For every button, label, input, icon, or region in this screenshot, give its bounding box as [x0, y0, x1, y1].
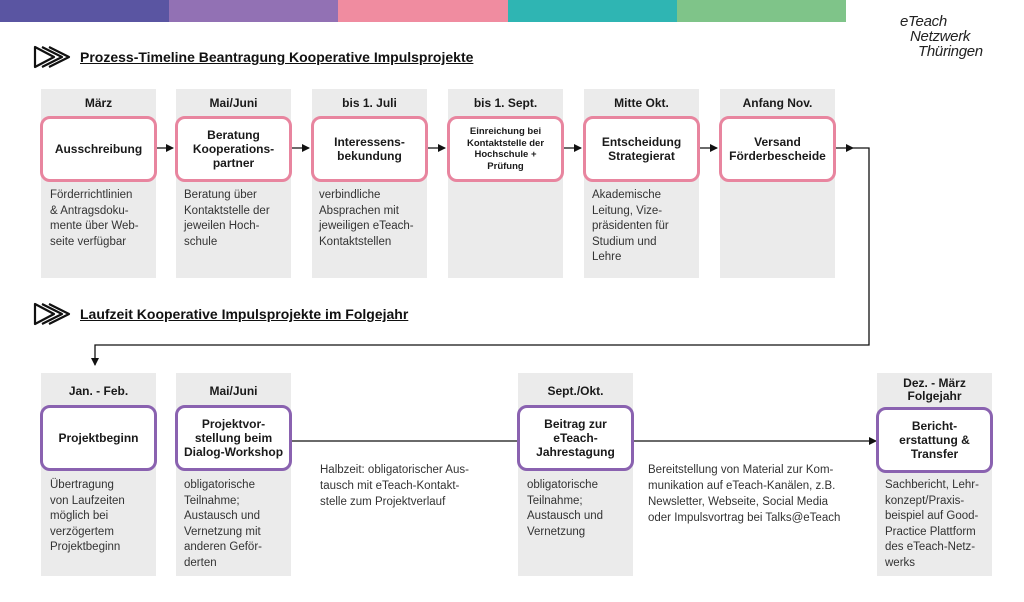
- step-period: März: [84, 96, 113, 110]
- step-period: Mitte Okt.: [614, 96, 669, 110]
- step-period: Dez. - März Folgejahr: [903, 376, 966, 403]
- step-period: Mai/Juni: [209, 384, 258, 398]
- step-box-ausschreibung: Ausschreibung: [40, 116, 157, 182]
- section-title-runtime: Laufzeit Kooperative Impulsprojekte im Folgejahr: [80, 306, 409, 322]
- step-box-jahrestagung: Beitrag zur eTeach- Jahrestagung: [517, 405, 634, 471]
- step-description: obligatorische Teilnahme; Austausch und Vernetzung mit anderen Geför- derten: [184, 479, 262, 569]
- step-description: Förderrichtlinien & Antragsdoku- mente über Web- seite verfügbar: [50, 189, 139, 248]
- step-box-beratung: Beratung Kooperations- partner: [175, 116, 292, 182]
- material-note: Bereitstellung von Material zur Kom- munikation auf eTeach-Kanälen, z.B. Newsletter, Webseite, Social Media oder Impulsvortrag bei Talks@eTeach: [648, 464, 841, 524]
- step-box-projektbeginn: Projektbeginn: [40, 405, 157, 471]
- step-period: Anfang Nov.: [742, 96, 813, 110]
- logo-line-2: Netzwerk: [910, 28, 971, 45]
- logo-line-1: eTeach: [900, 13, 947, 30]
- step-description: obligatorische Teilnahme; Austausch und Vernetzung: [527, 479, 604, 538]
- step-box-einreichung: Einreichung bei Kontaktstelle der Hochschule + Prüfung: [447, 116, 564, 182]
- timeline-step: [518, 373, 633, 576]
- step-description: verbindliche Absprachen mit jeweiligen eTeach- Kontaktstellen: [319, 189, 414, 248]
- step-period: Sept./Okt.: [547, 384, 604, 398]
- step-box-interessensbekundung: Interessens- bekundung: [311, 116, 428, 182]
- step-box-versand: Versand Förderbescheide: [719, 116, 836, 182]
- step-box-entscheidung: Entscheidung Strategierat: [583, 116, 700, 182]
- step-description: Beratung über Kontaktstelle der jeweilen Hoch- schule: [184, 189, 270, 248]
- step-description: Sachbericht, Lehr- konzept/Praxis- beispiel auf Good- Practice Plattform des eTeach-Netz- werks: [885, 479, 979, 569]
- step-period: bis 1. Sept.: [473, 96, 538, 110]
- halftime-note: Halbzeit: obligatorischer Aus- tausch mit eTeach-Kontakt- stelle zum Projektverlauf: [320, 464, 469, 508]
- step-box-berichterstattung: Bericht- erstattung & Transfer: [876, 407, 993, 473]
- step-period: Jan. - Feb.: [68, 384, 129, 398]
- step-period: Mai/Juni: [209, 96, 258, 110]
- section-title-process: Prozess-Timeline Beantragung Kooperative Impulsprojekte: [80, 49, 474, 65]
- step-box-projektvorstellung: Projektvor- stellung beim Dialog-Workshop: [175, 405, 292, 471]
- step-period: bis 1. Juli: [342, 96, 397, 110]
- step-description: Akademische Leitung, Vize- präsidenten für Studium und Lehre: [592, 189, 669, 263]
- logo-line-3: Thüringen: [918, 43, 983, 60]
- step-description: Übertragung von Laufzeiten möglich bei verzögertem Projektbeginn: [50, 479, 125, 553]
